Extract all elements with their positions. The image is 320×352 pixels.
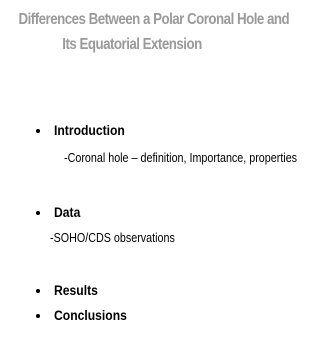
bullet-label: Introduction (54, 123, 125, 138)
bullet-dot-icon (36, 211, 40, 215)
bullet-label: Data (54, 205, 81, 220)
bullet-dot-icon (36, 314, 40, 318)
bullet-data (0, 205, 264, 223)
bullet-sub-introduction: -Coronal hole – definition, Importance, properties (64, 151, 298, 165)
bullet-dot-icon (36, 129, 40, 133)
bullet-sub-data: -SOHO/CDS observations (50, 231, 175, 245)
bullet-dot-icon (36, 289, 40, 293)
bullet-conclusions (0, 308, 264, 326)
bullet-results (0, 283, 264, 301)
bullet-introduction (0, 123, 264, 141)
bullet-label: Conclusions (54, 308, 127, 323)
slide-title-line-1: Differences Between a Polar Coronal Hole and (18, 11, 290, 28)
slide-title-line-2: Its Equatorial Extension (62, 36, 202, 53)
bullet-label: Results (54, 283, 98, 298)
